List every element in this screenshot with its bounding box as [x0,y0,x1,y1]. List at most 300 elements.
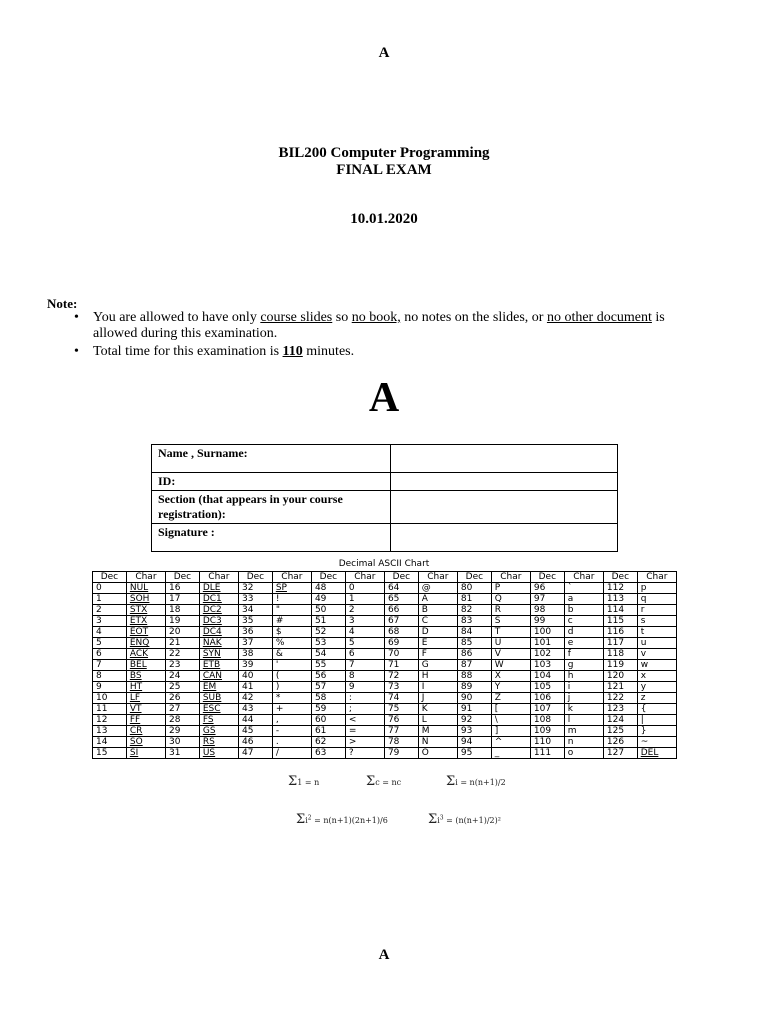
dec-cell: 119 [603,660,637,671]
dec-cell: 73 [384,682,418,693]
dec-cell: 53 [311,638,345,649]
column-header: Dec [311,572,345,583]
course-title: BIL200 Computer Programming [278,145,490,161]
formula-rhs: = n [304,778,320,787]
info-row-section [152,491,618,524]
dec-cell: 107 [530,704,564,715]
char-cell: BS [126,671,165,682]
dec-cell: 94 [457,737,491,748]
char-cell: , [272,715,311,726]
student-info-table [151,444,618,552]
char-cell: W [491,660,530,671]
char-cell: ESC [199,704,238,715]
bullet-icon: • [74,344,79,359]
note-label: Note: [47,296,78,311]
char-cell: ; [345,704,384,715]
dec-cell: 100 [530,627,564,638]
dec-cell: 25 [165,682,199,693]
dec-cell: 78 [384,737,418,748]
table-row [93,726,677,737]
info-row-id [152,473,618,491]
char-cell: z [637,693,676,704]
exam-version-top: A [378,45,390,61]
dec-cell: 124 [603,715,637,726]
dec-cell: 7 [93,660,127,671]
char-cell: [ [491,704,530,715]
column-header: Dec [165,572,199,583]
table-row [93,594,677,605]
char-cell: 5 [345,638,384,649]
char-cell: o [564,748,603,759]
dec-cell: 4 [93,627,127,638]
char-cell: DC4 [199,627,238,638]
char-cell: DLE [199,583,238,594]
dec-cell: 12 [93,715,127,726]
char-cell: BEL [126,660,165,671]
char-cell: NAK [199,638,238,649]
dec-cell: 5 [93,638,127,649]
char-cell: l [564,715,603,726]
dec-cell: 83 [457,616,491,627]
column-header: Char [272,572,311,583]
dec-cell: 42 [238,693,272,704]
char-cell: X [491,671,530,682]
dec-cell: 28 [165,715,199,726]
char-cell: x [637,671,676,682]
dec-cell: 70 [384,649,418,660]
char-cell: ( [272,671,311,682]
dec-cell: 63 [311,748,345,759]
char-cell: Q [491,594,530,605]
char-cell: 0 [345,583,384,594]
char-cell: - [272,726,311,737]
dec-cell: 41 [238,682,272,693]
table-row [93,748,677,759]
dec-cell: 35 [238,616,272,627]
char-cell: CR [126,726,165,737]
char-cell: G [418,660,457,671]
dec-cell: 108 [530,715,564,726]
dec-cell: 69 [384,638,418,649]
char-cell: r [637,605,676,616]
dec-cell: 84 [457,627,491,638]
formula-sum-i-cubed: $\Sigma i^3 = (n(n+1)/2)^2$ [428,812,501,827]
dec-cell: 11 [93,704,127,715]
char-cell: K [418,704,457,715]
column-header: Char [345,572,384,583]
dec-cell: 81 [457,594,491,605]
note-text: no notes on the slides, or [400,310,547,325]
dec-cell: 64 [384,583,418,594]
dec-cell: 13 [93,726,127,737]
char-cell: Z [491,693,530,704]
char-cell: j [564,693,603,704]
char-cell: ^ [491,737,530,748]
dec-cell: 8 [93,671,127,682]
notes-list [70,310,690,362]
char-cell: _ [491,748,530,759]
table-row [93,704,677,715]
char-cell: 8 [345,671,384,682]
section-field[interactable] [391,491,618,524]
signature-field[interactable] [391,524,618,552]
dec-cell: 76 [384,715,418,726]
dec-cell: 31 [165,748,199,759]
column-header: Char [564,572,603,583]
dec-cell: 27 [165,704,199,715]
dec-cell: 54 [311,649,345,660]
char-cell: E [418,638,457,649]
char-cell: DC1 [199,594,238,605]
dec-cell: 86 [457,649,491,660]
dec-cell: 111 [530,748,564,759]
dec-cell: 91 [457,704,491,715]
char-cell: ] [491,726,530,737]
table-row [93,693,677,704]
char-cell: y [637,682,676,693]
dec-cell: 106 [530,693,564,704]
char-cell: 1 [345,594,384,605]
dec-cell: 46 [238,737,272,748]
dec-cell: 29 [165,726,199,737]
char-cell: P [491,583,530,594]
char-cell: F [418,649,457,660]
char-cell: 6 [345,649,384,660]
char-cell: T [491,627,530,638]
formula-sum-constant: Σc = nc [366,774,402,789]
char-cell: N [418,737,457,748]
dec-cell: 62 [311,737,345,748]
note-text: You are allowed to have only [93,310,261,325]
exam-version-bottom: A [378,947,390,963]
name-field[interactable] [391,445,618,473]
char-cell: S [491,616,530,627]
dec-cell: 59 [311,704,345,715]
dec-cell: 16 [165,583,199,594]
dec-cell: 17 [165,594,199,605]
dec-cell: 85 [457,638,491,649]
char-cell: < [345,715,384,726]
dec-cell: 57 [311,682,345,693]
table-row [93,583,677,594]
char-cell: ' [272,660,311,671]
char-cell: B [418,605,457,616]
dec-cell: 19 [165,616,199,627]
char-cell: I [418,682,457,693]
char-cell: w [637,660,676,671]
char-cell: ETB [199,660,238,671]
char-cell: d [564,627,603,638]
formula-rhs: = n(n+1)/2 [460,778,506,787]
char-cell: . [272,737,311,748]
dec-cell: 67 [384,616,418,627]
table-row [93,638,677,649]
char-cell: ENQ [126,638,165,649]
char-cell: DC2 [199,605,238,616]
dec-cell: 113 [603,594,637,605]
char-cell: M [418,726,457,737]
table-row [93,737,677,748]
char-cell: { [637,704,676,715]
dec-cell: 110 [530,737,564,748]
char-cell: ! [272,594,311,605]
dec-cell: 21 [165,638,199,649]
char-cell: : [345,693,384,704]
char-cell: $ [272,627,311,638]
dec-cell: 22 [165,649,199,660]
dec-cell: 122 [603,693,637,704]
formula-rhs: = (n(n+1)/2)² [446,816,501,825]
table-row [93,649,677,660]
char-cell: CAN [199,671,238,682]
dec-cell: 3 [93,616,127,627]
char-cell: } [637,726,676,737]
dec-cell: 96 [530,583,564,594]
table-row [93,682,677,693]
dec-cell: 95 [457,748,491,759]
dec-cell: 79 [384,748,418,759]
dec-cell: 36 [238,627,272,638]
dec-cell: 33 [238,594,272,605]
dec-cell: 125 [603,726,637,737]
dec-cell: 90 [457,693,491,704]
char-cell: EOT [126,627,165,638]
ascii-chart-title: Decimal ASCII Chart [338,559,430,569]
dec-cell: 93 [457,726,491,737]
dec-cell: 20 [165,627,199,638]
dec-cell: 52 [311,627,345,638]
dec-cell: 49 [311,594,345,605]
char-cell: m [564,726,603,737]
dec-cell: 82 [457,605,491,616]
char-cell: D [418,627,457,638]
info-row-signature [152,524,618,552]
char-cell: DEL [637,748,676,759]
char-cell: = [345,726,384,737]
formula-sum-i: Σi = n(n+1)/2 [446,774,506,789]
bullet-icon: • [74,310,79,325]
dec-cell: 38 [238,649,272,660]
dec-cell: 44 [238,715,272,726]
id-field[interactable] [391,473,618,491]
char-cell: NUL [126,583,165,594]
table-row [93,616,677,627]
char-cell: s [637,616,676,627]
dec-cell: 99 [530,616,564,627]
dec-cell: 71 [384,660,418,671]
dec-cell: 87 [457,660,491,671]
char-cell: c [564,616,603,627]
dec-cell: 39 [238,660,272,671]
info-label: Signature : [152,524,391,552]
dec-cell: 77 [384,726,418,737]
dec-cell: 47 [238,748,272,759]
char-cell: DC3 [199,616,238,627]
dec-cell: 68 [384,627,418,638]
dec-cell: 98 [530,605,564,616]
char-cell: i [564,682,603,693]
dec-cell: 26 [165,693,199,704]
note-emphasis: 110 [282,344,303,359]
char-cell: h [564,671,603,682]
dec-cell: 23 [165,660,199,671]
char-cell: Y [491,682,530,693]
table-row [93,715,677,726]
dec-cell: 65 [384,594,418,605]
char-cell: g [564,660,603,671]
dec-cell: 15 [93,748,127,759]
info-row-name [152,445,618,473]
table-row [93,671,677,682]
char-cell: ACK [126,649,165,660]
dec-cell: 92 [457,715,491,726]
char-cell: FF [126,715,165,726]
dec-cell: 120 [603,671,637,682]
char-cell: EM [199,682,238,693]
char-cell: RS [199,737,238,748]
dec-cell: 66 [384,605,418,616]
dec-cell: 34 [238,605,272,616]
dec-cell: 109 [530,726,564,737]
char-cell: 9 [345,682,384,693]
dec-cell: 24 [165,671,199,682]
note-text: minutes. [302,344,355,359]
dec-cell: 126 [603,737,637,748]
dec-cell: 2 [93,605,127,616]
dec-cell: 56 [311,671,345,682]
note-emphasis: no other document [546,310,652,325]
dec-cell: 0 [93,583,127,594]
column-header: Dec [457,572,491,583]
column-header: Char [637,572,676,583]
dec-cell: 14 [93,737,127,748]
dec-cell: 105 [530,682,564,693]
column-header: Char [418,572,457,583]
dec-cell: 88 [457,671,491,682]
exam-date: 10.01.2020 [350,211,418,227]
char-cell: & [272,649,311,660]
char-cell: t [637,627,676,638]
char-cell: ~ [637,737,676,748]
char-cell: 7 [345,660,384,671]
char-cell: n [564,737,603,748]
dec-cell: 102 [530,649,564,660]
formula-rhs: = n(n+1)(2n+1)/6 [314,816,388,825]
char-cell: k [564,704,603,715]
dec-cell: 43 [238,704,272,715]
dec-cell: 74 [384,693,418,704]
dec-cell: 18 [165,605,199,616]
column-header: Dec [603,572,637,583]
char-cell: 3 [345,616,384,627]
char-cell: # [272,616,311,627]
dec-cell: 58 [311,693,345,704]
note-emphasis: no book, [351,310,401,325]
char-cell: " [272,605,311,616]
note-emphasis: course slides [260,310,333,325]
dec-cell: 10 [93,693,127,704]
dec-cell: 104 [530,671,564,682]
formula-rhs: = nc [382,778,402,787]
dec-cell: 127 [603,748,637,759]
dec-cell: 89 [457,682,491,693]
dec-cell: 61 [311,726,345,737]
column-header: Dec [238,572,272,583]
ascii-chart-table [92,571,677,759]
dec-cell: 50 [311,605,345,616]
char-cell: US [199,748,238,759]
dec-cell: 45 [238,726,272,737]
note-text: is allowed during this examination. [93,310,665,341]
dec-cell: 115 [603,616,637,627]
column-header: Dec [530,572,564,583]
column-header: Char [199,572,238,583]
dec-cell: 112 [603,583,637,594]
char-cell: ETX [126,616,165,627]
dec-cell: 30 [165,737,199,748]
char-cell: u [637,638,676,649]
exam-version-large: A [368,375,400,421]
char-cell: q [637,594,676,605]
column-header: Dec [93,572,127,583]
char-cell: SO [126,737,165,748]
dec-cell: 37 [238,638,272,649]
dec-cell: 121 [603,682,637,693]
char-cell: ? [345,748,384,759]
char-cell: SP [272,583,311,594]
char-cell: L [418,715,457,726]
char-cell: f [564,649,603,660]
dec-cell: 80 [457,583,491,594]
char-cell: * [272,693,311,704]
char-cell: LF [126,693,165,704]
note-item [70,344,690,360]
char-cell: V [491,649,530,660]
char-cell: e [564,638,603,649]
char-cell: / [272,748,311,759]
dec-cell: 123 [603,704,637,715]
dec-cell: 32 [238,583,272,594]
dec-cell: 55 [311,660,345,671]
dec-cell: 1 [93,594,127,605]
char-cell: v [637,649,676,660]
char-cell: ` [564,583,603,594]
info-label: Name , Surname: [152,445,391,473]
char-cell: SOH [126,594,165,605]
dec-cell: 101 [530,638,564,649]
char-cell: \ [491,715,530,726]
char-cell: O [418,748,457,759]
char-cell: @ [418,583,457,594]
char-cell: H [418,671,457,682]
char-cell: a [564,594,603,605]
char-cell: SYN [199,649,238,660]
char-cell: C [418,616,457,627]
note-text: so [332,310,352,325]
char-cell: VT [126,704,165,715]
dec-cell: 48 [311,583,345,594]
char-cell: STX [126,605,165,616]
formula-sum-ones: Σ1 = n [288,774,320,789]
char-cell: A [418,594,457,605]
char-cell: % [272,638,311,649]
dec-cell: 103 [530,660,564,671]
char-cell: HT [126,682,165,693]
char-cell: b [564,605,603,616]
char-cell: GS [199,726,238,737]
note-text: Total time for this examination is [93,344,283,359]
table-row [93,605,677,616]
